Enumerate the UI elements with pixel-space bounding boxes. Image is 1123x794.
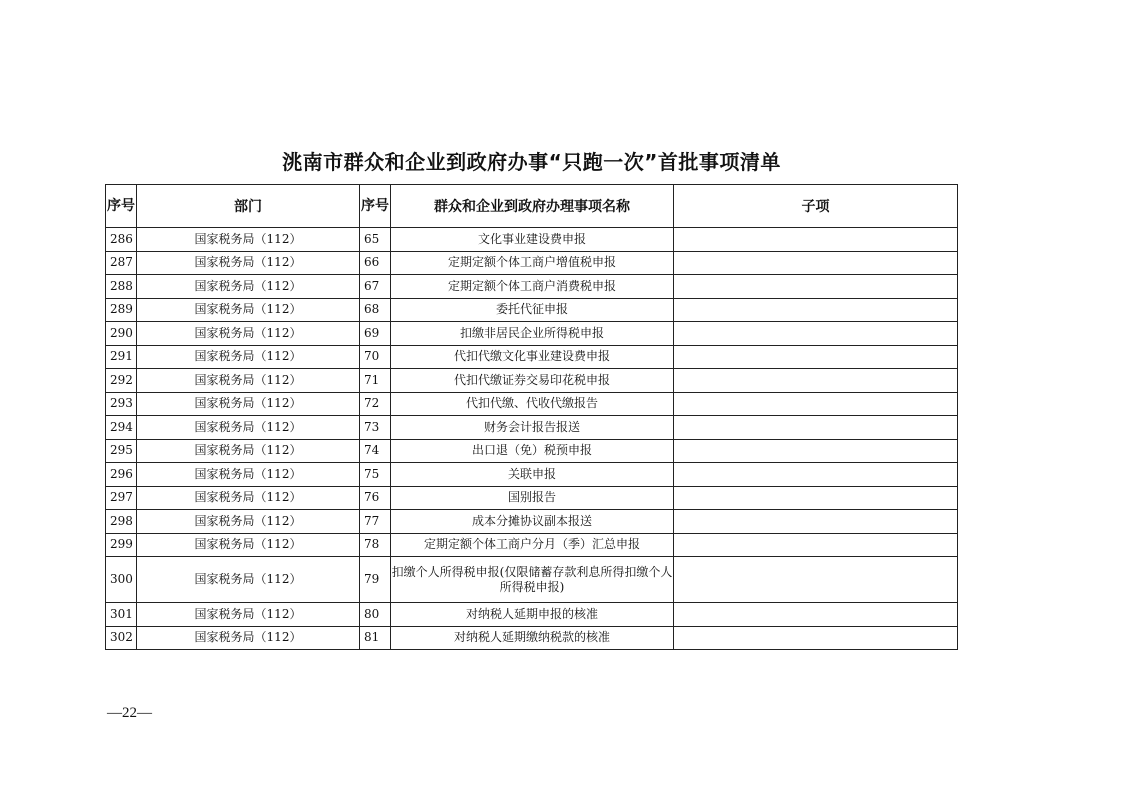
cell-item-name: 出口退（免）税预申报 (391, 439, 674, 463)
cell-department: 国家税务局（112） (137, 392, 360, 416)
cell-seq-overall: 295 (106, 439, 137, 463)
table-row (106, 298, 958, 322)
cell-seq-department: 67 (360, 275, 391, 299)
cell-sub-item (674, 510, 958, 534)
cell-department: 国家税务局（112） (137, 322, 360, 346)
cell-sub-item (674, 275, 958, 299)
cell-seq-overall: 302 (106, 626, 137, 650)
cell-seq-department: 69 (360, 322, 391, 346)
cell-seq-department: 77 (360, 510, 391, 534)
cell-seq-overall: 290 (106, 322, 137, 346)
cell-department: 国家税务局（112） (137, 439, 360, 463)
table-row (106, 557, 958, 603)
table-row (106, 603, 958, 627)
cell-sub-item (674, 322, 958, 346)
table-row (106, 322, 958, 346)
table-row (106, 228, 958, 252)
cell-sub-item (674, 298, 958, 322)
cell-item-name: 代扣代缴证券交易印花税申报 (391, 369, 674, 393)
cell-seq-department: 79 (360, 557, 391, 603)
cell-seq-department: 70 (360, 345, 391, 369)
table-row (106, 392, 958, 416)
cell-seq-overall: 296 (106, 463, 137, 487)
table-row (106, 510, 958, 534)
table-row (106, 533, 958, 557)
cell-seq-overall: 288 (106, 275, 137, 299)
cell-seq-department: 65 (360, 228, 391, 252)
document-title: 洮南市群众和企业到政府办事“只跑一次”首批事项清单 (282, 150, 781, 174)
cell-seq-overall: 300 (106, 557, 137, 603)
cell-item-name: 委托代征申报 (391, 298, 674, 322)
cell-seq-overall: 294 (106, 416, 137, 440)
cell-seq-department: 74 (360, 439, 391, 463)
cell-seq-overall: 286 (106, 228, 137, 252)
item-list-table (105, 184, 958, 650)
table-row (106, 416, 958, 440)
cell-seq-overall: 297 (106, 486, 137, 510)
cell-seq-department: 71 (360, 369, 391, 393)
cell-sub-item (674, 369, 958, 393)
page-number: —22— (107, 705, 152, 721)
cell-seq-department: 81 (360, 626, 391, 650)
cell-item-name: 代扣代缴、代收代缴报告 (391, 392, 674, 416)
cell-department: 国家税务局（112） (137, 228, 360, 252)
cell-seq-department: 72 (360, 392, 391, 416)
cell-sub-item (674, 557, 958, 603)
cell-seq-overall: 299 (106, 533, 137, 557)
cell-seq-department: 73 (360, 416, 391, 440)
cell-sub-item (674, 416, 958, 440)
header-seq-overall: 序号 (106, 185, 137, 228)
cell-seq-department: 75 (360, 463, 391, 487)
cell-item-name: 成本分摊协议副本报送 (391, 510, 674, 534)
cell-item-name: 文化事业建设费申报 (391, 228, 674, 252)
header-department: 部门 (137, 185, 360, 228)
cell-department: 国家税务局（112） (137, 557, 360, 603)
cell-sub-item (674, 251, 958, 275)
cell-item-name: 扣缴个人所得税申报(仅限储蓄存款利息所得扣缴个人所得税申报) (391, 557, 674, 603)
cell-item-name: 对纳税人延期缴纳税款的核准 (391, 626, 674, 650)
cell-sub-item (674, 463, 958, 487)
table-row (106, 345, 958, 369)
table-row (106, 463, 958, 487)
cell-department: 国家税务局（112） (137, 275, 360, 299)
cell-seq-overall: 292 (106, 369, 137, 393)
cell-sub-item (674, 533, 958, 557)
cell-item-name: 定期定额个体工商户消费税申报 (391, 275, 674, 299)
table-row (106, 251, 958, 275)
cell-department: 国家税务局（112） (137, 251, 360, 275)
cell-item-name: 扣缴非居民企业所得税申报 (391, 322, 674, 346)
cell-sub-item (674, 228, 958, 252)
cell-seq-overall: 289 (106, 298, 137, 322)
cell-department: 国家税务局（112） (137, 369, 360, 393)
cell-seq-department: 78 (360, 533, 391, 557)
header-item-name: 群众和企业到政府办理事项名称 (391, 185, 674, 228)
cell-seq-overall: 301 (106, 603, 137, 627)
table-row (106, 439, 958, 463)
cell-department: 国家税务局（112） (137, 510, 360, 534)
cell-department: 国家税务局（112） (137, 345, 360, 369)
cell-sub-item (674, 345, 958, 369)
cell-item-name: 财务会计报告报送 (391, 416, 674, 440)
cell-seq-overall: 291 (106, 345, 137, 369)
table-row (106, 275, 958, 299)
cell-sub-item (674, 392, 958, 416)
cell-sub-item (674, 603, 958, 627)
cell-seq-overall: 293 (106, 392, 137, 416)
cell-seq-department: 80 (360, 603, 391, 627)
cell-seq-overall: 298 (106, 510, 137, 534)
cell-seq-overall: 287 (106, 251, 137, 275)
cell-item-name: 定期定额个体工商户分月（季）汇总申报 (391, 533, 674, 557)
cell-sub-item (674, 626, 958, 650)
cell-sub-item (674, 486, 958, 510)
cell-item-name: 对纳税人延期申报的核准 (391, 603, 674, 627)
cell-item-name: 国别报告 (391, 486, 674, 510)
table-row (106, 369, 958, 393)
cell-department: 国家税务局（112） (137, 416, 360, 440)
cell-department: 国家税务局（112） (137, 603, 360, 627)
cell-seq-department: 68 (360, 298, 391, 322)
cell-item-name: 关联申报 (391, 463, 674, 487)
cell-department: 国家税务局（112） (137, 298, 360, 322)
cell-seq-department: 76 (360, 486, 391, 510)
cell-sub-item (674, 439, 958, 463)
cell-seq-department: 66 (360, 251, 391, 275)
cell-item-name: 代扣代缴文化事业建设费申报 (391, 345, 674, 369)
header-sub-item: 子项 (674, 185, 958, 228)
cell-department: 国家税务局（112） (137, 533, 360, 557)
table-header-row (106, 185, 958, 228)
cell-department: 国家税务局（112） (137, 486, 360, 510)
cell-department: 国家税务局（112） (137, 626, 360, 650)
table-row (106, 486, 958, 510)
cell-department: 国家税务局（112） (137, 463, 360, 487)
table-row (106, 626, 958, 650)
header-seq-department: 序号 (360, 185, 391, 228)
cell-item-name: 定期定额个体工商户增值税申报 (391, 251, 674, 275)
